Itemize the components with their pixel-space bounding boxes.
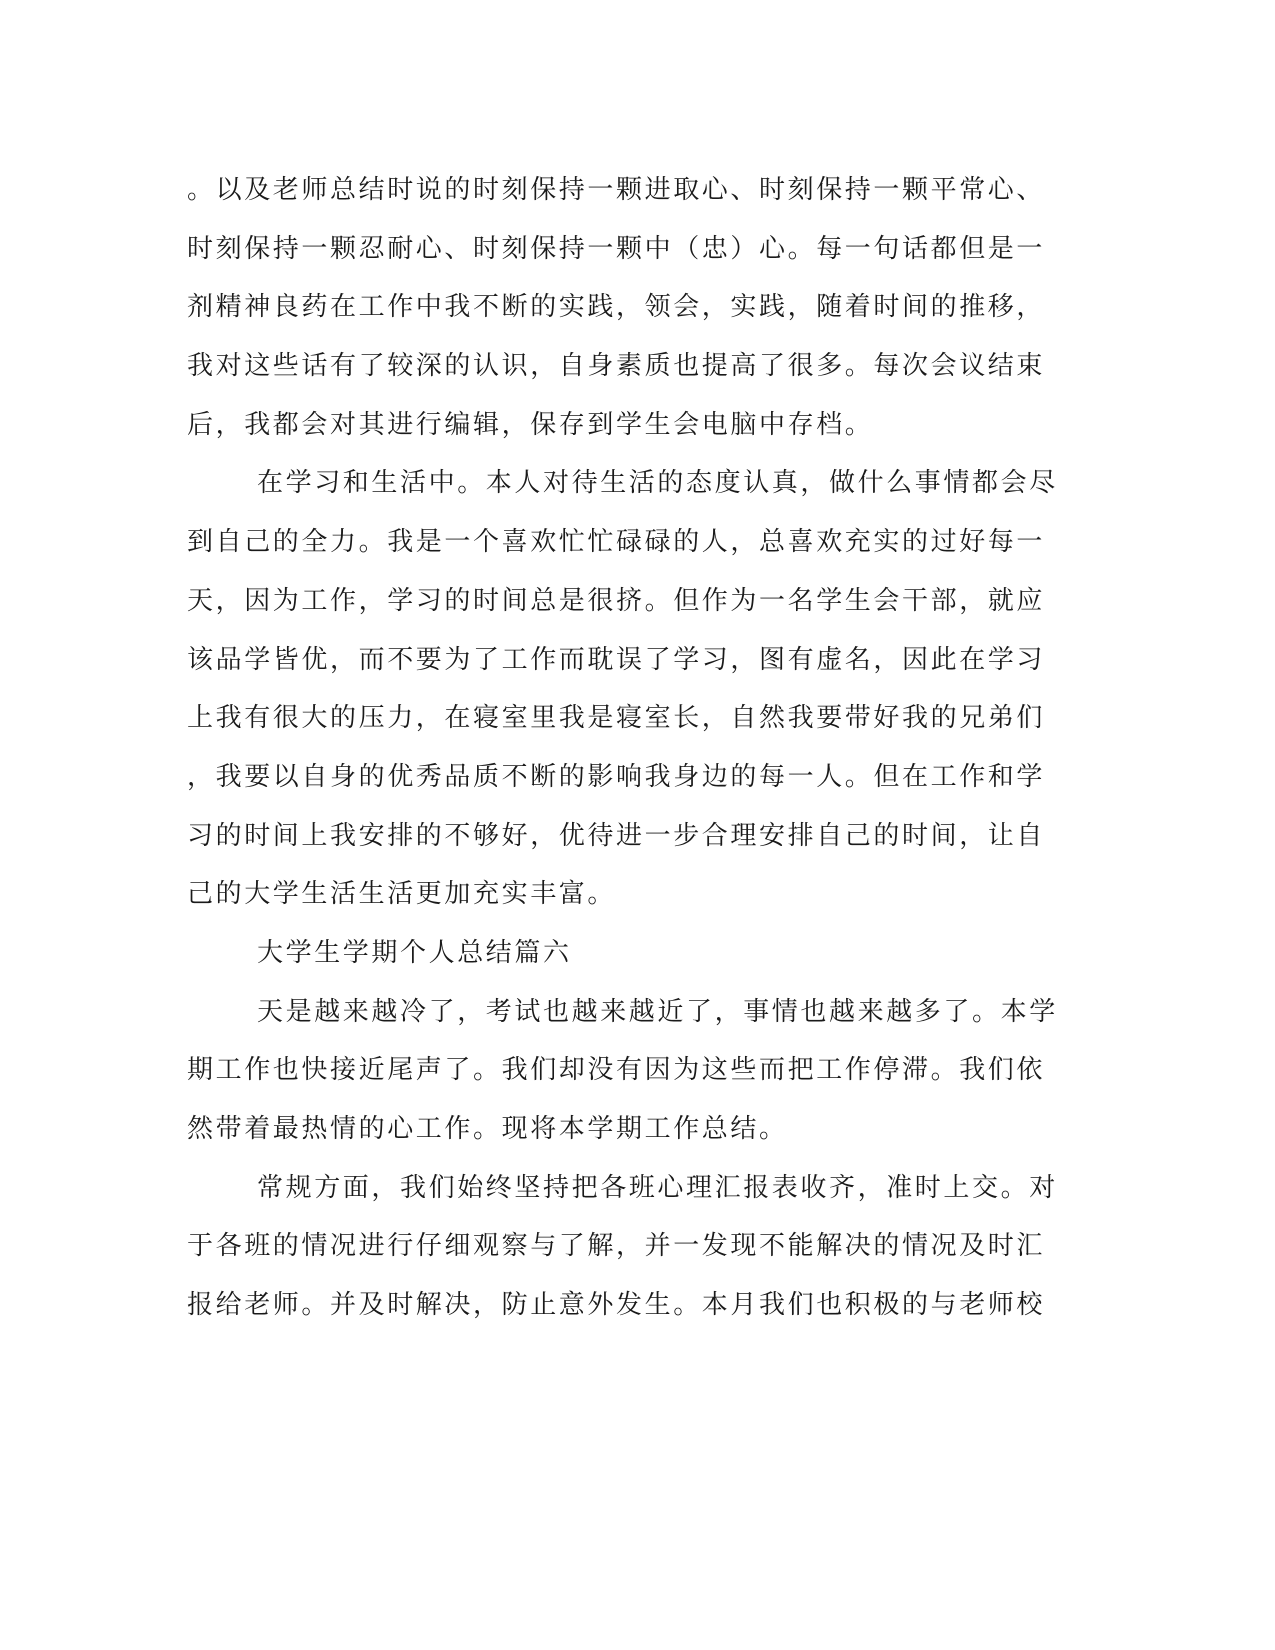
text-line: 上我有很大的压力，在寝室里我是寝室长，自然我要带好我的兄弟们 (187, 703, 1046, 734)
paragraph-start-line: 常规方面，我们始终坚持把各班心理汇报表收齐，准时上交。对 (257, 1172, 1058, 1203)
text-line: 己的大学生活生活更加充实丰富。 (187, 879, 617, 910)
text-line: 后，我都会对其进行编辑，保存到学生会电脑中存档。 (187, 409, 874, 440)
text-line: 于各班的情况进行仔细观察与了解，并一发现不能解决的情况及时汇 (187, 1231, 1046, 1262)
text-line: ，我要以自身的优秀品质不断的影响我身边的每一人。但在工作和学 (187, 761, 1046, 792)
text-line: 期工作也快接近尾声了。我们却没有因为这些而把工作停滞。我们依 (187, 1055, 1046, 1086)
text-line: 到自己的全力。我是一个喜欢忙忙碌碌的人，总喜欢充实的过好每一 (187, 527, 1046, 558)
text-line: 我对这些话有了较深的认识，自身素质也提高了很多。每次会议结束 (187, 351, 1046, 382)
document-body (187, 161, 1067, 1335)
text-line: 报给老师。并及时解决，防止意外发生。本月我们也积极的与老师校 (187, 1290, 1046, 1321)
section-heading: 大学生学期个人总结篇六 (257, 937, 572, 968)
text-line: 习的时间上我安排的不够好，优待进一步合理安排自己的时间，让自 (187, 820, 1046, 851)
text-line: 。以及老师总结时说的时刻保持一颗进取心、时刻保持一颗平常心、 (187, 175, 1046, 205)
text-line: 天，因为工作，学习的时间总是很挤。但作为一名学生会干部，就应 (187, 585, 1046, 616)
text-line: 时刻保持一颗忍耐心、时刻保持一颗中（忠）心。每一句话都但是一 (187, 233, 1046, 264)
paragraph-start-line: 天是越来越冷了，考试也越来越近了，事情也越来越多了。本学 (257, 996, 1058, 1027)
text-line: 然带着最热情的心工作。现将本学期工作总结。 (187, 1114, 788, 1144)
paragraph-start-line: 在学习和生活中。本人对待生活的态度认真，做什么事情都会尽 (257, 468, 1058, 499)
text-line: 剂精神良药在工作中我不断的实践，领会，实践，随着时间的推移， (187, 292, 1046, 323)
text-line: 该品学皆优，而不要为了工作而耽误了学习，图有虚名，因此在学习 (187, 644, 1046, 675)
